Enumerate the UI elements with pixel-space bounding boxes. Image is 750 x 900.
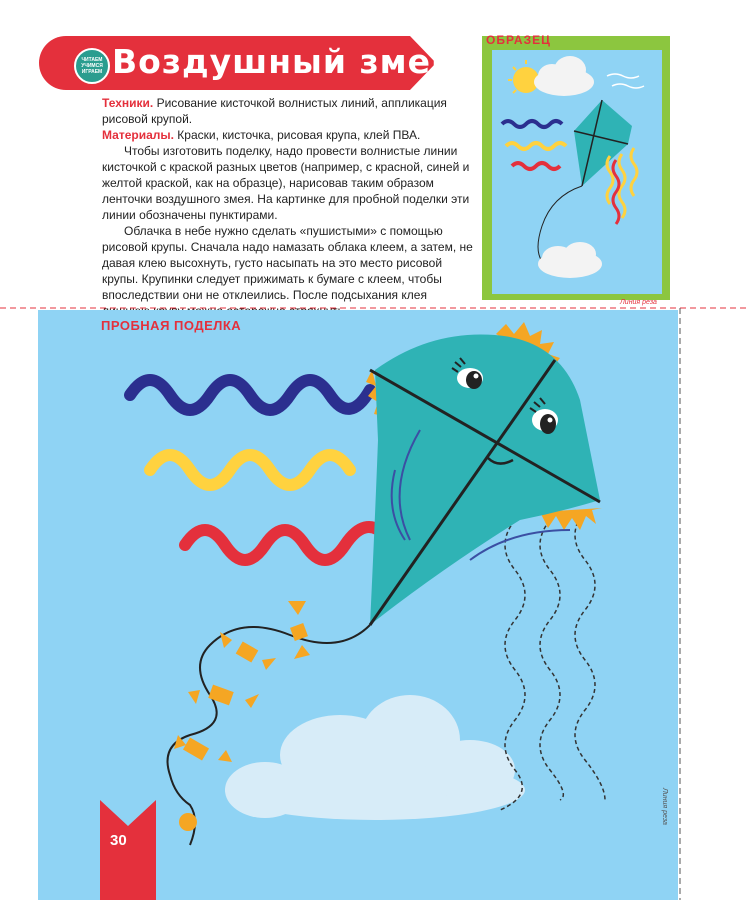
- series-badge: ЧИТАЕМ УЧИМСЯ ИГРАЕМ: [74, 48, 110, 84]
- trial-label: ПРОБНАЯ ПОДЕЛКА: [101, 318, 242, 333]
- paragraph-2: Облачка в небе нужно сделать «пушистыми» с помощью рисовой крупы. Сначала надо намазать облака клеем, а затем, не давая клею высохнуть, густо насыпать на это место рисовой крупы. Крупинки следует прижимать к бумаге с клеем, чтобы впоследствии они не отклеились. После подсыхания клея: [102, 224, 473, 302]
- sample-label: ОБРАЗЕЦ: [486, 33, 551, 47]
- page-number: 30: [110, 832, 127, 849]
- materials-label: Материалы.: [102, 128, 174, 142]
- materials-text: Краски, кисточка, рисовая крупа, клей ПВА.: [173, 128, 421, 142]
- paragraph-1: Чтобы изготовить поделку, надо провести волнистые линии кисточкой с краской разных цветов (например, с красной, синей и желтой краской, как на образце), нарисовав таким образом ленточки воздушного змея. На картинке для пробной поделки эти линии обозначены пунктирами.: [102, 144, 470, 222]
- cut-line-caption-vertical: Линия реза: [661, 788, 668, 825]
- page-title: Воздушный змей: [112, 42, 456, 81]
- techniques-label: Техники.: [102, 96, 154, 110]
- techniques-text: Рисование кисточкой волнистых линий, аппликация рисовой крупой.: [102, 96, 447, 126]
- cut-line-caption: Линия реза: [620, 299, 657, 306]
